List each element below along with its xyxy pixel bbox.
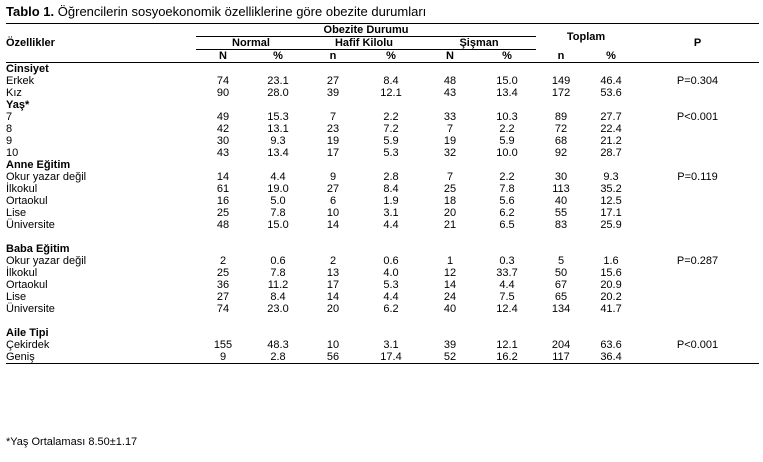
section-header-row [6, 159, 759, 171]
value-cell: 1.6 [603, 255, 619, 267]
value-cell: 16.2 [478, 351, 536, 364]
value-cell: 12.1 [380, 87, 402, 99]
value-cell: 5 [557, 255, 565, 267]
table-row [6, 279, 759, 291]
value-cell: 39 [326, 87, 340, 99]
value-cell: 19 [443, 135, 457, 147]
table-number: Tablo 1. [6, 4, 55, 19]
row-label: İlkokul [6, 267, 38, 279]
value-cell: 5.9 [383, 135, 399, 147]
header-total: Toplam [536, 24, 636, 50]
table-row [6, 339, 759, 351]
value-cell: 43 [216, 147, 230, 159]
value-cell: 9.3 [270, 135, 286, 147]
value-cell: 14 [326, 219, 340, 231]
row-label: Ortaokul [6, 279, 48, 291]
value-cell: 83 [554, 219, 568, 231]
value-cell: 56 [306, 351, 360, 364]
table-row [6, 183, 759, 195]
value-cell: 53.6 [600, 87, 622, 99]
value-cell: 9 [329, 171, 337, 183]
p-value-cell [636, 195, 759, 207]
subheader-cell: N [422, 50, 478, 63]
row-label: Çekirdek [6, 339, 50, 351]
value-cell: 8.4 [383, 75, 399, 87]
header-p: P [636, 24, 759, 63]
value-cell: 30 [554, 171, 568, 183]
subheader-cell: n [306, 50, 360, 63]
p-value-cell [636, 303, 759, 315]
value-cell: 5.3 [383, 147, 399, 159]
value-cell: 17.4 [360, 351, 422, 364]
value-cell: 19 [326, 135, 340, 147]
value-cell: 10 [326, 207, 340, 219]
value-cell: 7 [329, 111, 337, 123]
value-cell: 3.1 [383, 207, 399, 219]
value-cell: 117 [536, 351, 586, 364]
value-cell: 28.7 [600, 147, 622, 159]
value-cell: 10 [326, 339, 340, 351]
value-cell: 27 [216, 291, 230, 303]
value-cell: 92 [554, 147, 568, 159]
spacer-row [6, 315, 759, 327]
value-cell: 12.4 [496, 303, 518, 315]
value-cell: 7 [446, 171, 454, 183]
row-label: Lise [6, 207, 27, 219]
value-cell: 14 [216, 171, 230, 183]
subheader-cell: % [478, 50, 536, 63]
table-row [6, 123, 759, 135]
table-row [6, 303, 759, 315]
value-cell: 23 [326, 123, 340, 135]
p-value-cell: P=0.119 [677, 171, 718, 183]
table-row [6, 255, 759, 267]
value-cell: 20 [443, 207, 457, 219]
value-cell: 13.1 [267, 123, 289, 135]
value-cell: 21.2 [600, 135, 622, 147]
value-cell: 3.1 [383, 339, 399, 351]
section-title: Yaş* [6, 99, 30, 111]
value-cell: 23.1 [267, 75, 289, 87]
value-cell: 5.9 [499, 135, 515, 147]
value-cell: 25 [216, 267, 230, 279]
value-cell: 36 [216, 279, 230, 291]
value-cell: 67 [554, 279, 568, 291]
table-row [6, 267, 759, 279]
value-cell: 27 [326, 183, 340, 195]
row-label: Okur yazar değil [6, 171, 87, 183]
header-group-normal: Normal [196, 37, 306, 50]
table-row [6, 111, 759, 123]
row-label: Erkek [6, 75, 35, 87]
row-label: İlkokul [6, 183, 38, 195]
value-cell: 1 [446, 255, 454, 267]
value-cell: 40 [554, 195, 568, 207]
value-cell: 6.5 [499, 219, 515, 231]
footnote: *Yaş Ortalaması 8.50±1.17 [6, 436, 138, 448]
value-cell: 2 [219, 255, 227, 267]
value-cell: 20.2 [600, 291, 622, 303]
value-cell: 10.3 [496, 111, 518, 123]
value-cell: 40 [443, 303, 457, 315]
p-value-cell: P<0.001 [676, 111, 719, 123]
value-cell: 7.8 [499, 183, 515, 195]
value-cell: 15.0 [267, 219, 289, 231]
value-cell: 149 [551, 75, 571, 87]
value-cell: 0.3 [499, 255, 515, 267]
value-cell: 12.5 [600, 195, 622, 207]
header-group-overweight: Hafif Kilolu [306, 37, 422, 50]
value-cell: 12 [443, 267, 457, 279]
value-cell: 42 [216, 123, 230, 135]
value-cell: 7 [446, 123, 454, 135]
value-cell: 9 [196, 351, 250, 364]
value-cell: 20.9 [600, 279, 622, 291]
table-row [6, 195, 759, 207]
value-cell: 6.2 [499, 207, 515, 219]
subheader-cell: % [360, 50, 422, 63]
value-cell: 9.3 [603, 171, 619, 183]
value-cell: 18 [443, 195, 457, 207]
value-cell: 14 [326, 291, 340, 303]
value-cell: 61 [216, 183, 230, 195]
value-cell: 48 [216, 219, 230, 231]
value-cell: 28.0 [267, 87, 289, 99]
value-cell: 33 [443, 111, 457, 123]
value-cell: 72 [554, 123, 568, 135]
subheader-cell: N [196, 50, 250, 63]
value-cell: 23.0 [267, 303, 289, 315]
value-cell: 89 [554, 111, 568, 123]
p-value-cell [636, 207, 759, 219]
table-row [6, 351, 759, 364]
value-cell: 27 [326, 75, 340, 87]
value-cell: 2.8 [383, 171, 399, 183]
value-cell: 6.2 [383, 303, 399, 315]
value-cell: 5.3 [383, 279, 399, 291]
value-cell: 65 [554, 291, 568, 303]
value-cell: 41.7 [600, 303, 622, 315]
value-cell: 2.2 [499, 171, 515, 183]
p-value-cell: P=0.304 [676, 75, 719, 87]
table-row [6, 219, 759, 231]
table-row [6, 135, 759, 147]
section-title: Aile Tipi [6, 327, 49, 339]
value-cell: 25 [443, 183, 457, 195]
value-cell: 55 [554, 207, 568, 219]
value-cell: 30 [216, 135, 230, 147]
value-cell: 17 [326, 279, 340, 291]
value-cell: 2.8 [250, 351, 306, 364]
row-label: Geniş [6, 351, 196, 364]
value-cell: 4.4 [270, 171, 286, 183]
value-cell: 49 [216, 111, 230, 123]
value-cell: 15.6 [600, 267, 622, 279]
p-value-cell [636, 183, 759, 195]
section-title: Anne Eğitim [6, 159, 71, 171]
row-label: 7 [6, 111, 13, 123]
value-cell: 6 [329, 195, 337, 207]
value-cell: 16 [216, 195, 230, 207]
value-cell: 8.4 [383, 183, 399, 195]
row-label: Üniversite [6, 303, 55, 315]
value-cell: 43 [443, 87, 457, 99]
p-value-cell [636, 147, 759, 159]
value-cell: 7.8 [270, 207, 286, 219]
value-cell: 50 [554, 267, 568, 279]
value-cell: 1.9 [383, 195, 399, 207]
value-cell: 2.2 [383, 111, 399, 123]
value-cell: 33.7 [496, 267, 518, 279]
value-cell: 2.2 [499, 123, 515, 135]
p-value-cell [636, 219, 759, 231]
value-cell: 13 [326, 267, 340, 279]
header-features: Özellikler [6, 24, 196, 63]
table-row [6, 207, 759, 219]
obesity-table [6, 23, 759, 364]
value-cell: 15.0 [496, 75, 518, 87]
value-cell: 39 [443, 339, 457, 351]
table-caption [6, 4, 426, 19]
value-cell: 13.4 [496, 87, 518, 99]
table-row [6, 87, 759, 99]
table-row [6, 75, 759, 87]
value-cell: 155 [213, 339, 233, 351]
value-cell: 74 [216, 303, 230, 315]
subheader-cell: % [586, 50, 636, 63]
section-header-row [6, 243, 759, 255]
value-cell: 0.6 [270, 255, 286, 267]
section-title: Cinsiyet [6, 63, 49, 75]
value-cell: 36.4 [586, 351, 636, 364]
value-cell: 8.4 [270, 291, 286, 303]
row-label: Okur yazar değil [6, 255, 87, 267]
value-cell: 5.0 [270, 195, 286, 207]
p-value-cell [636, 267, 759, 279]
header-group-obese: Şişman [422, 37, 536, 50]
p-value-cell [636, 291, 759, 303]
section-header-row [6, 327, 759, 339]
value-cell: 14 [443, 279, 457, 291]
row-label: Lise [6, 291, 27, 303]
row-label: 8 [6, 123, 13, 135]
value-cell: 90 [216, 87, 230, 99]
value-cell: 52 [422, 351, 478, 364]
section-header-row [6, 63, 759, 76]
value-cell: 10.0 [496, 147, 518, 159]
table-row [6, 147, 759, 159]
row-label: Ortaokul [6, 195, 48, 207]
value-cell: 7.5 [499, 291, 515, 303]
value-cell: 74 [216, 75, 230, 87]
value-cell: 19.0 [267, 183, 289, 195]
value-cell: 172 [551, 87, 571, 99]
value-cell: 68 [554, 135, 568, 147]
section-title: Baba Eğitim [6, 243, 70, 255]
value-cell: 4.0 [383, 267, 399, 279]
value-cell: 24 [443, 291, 457, 303]
value-cell: 2 [329, 255, 337, 267]
p-value-cell [636, 123, 759, 135]
value-cell: 113 [552, 183, 570, 195]
value-cell: 7.2 [383, 123, 399, 135]
row-label: Kız [6, 87, 22, 99]
spacer-row [6, 231, 759, 243]
value-cell: 21 [443, 219, 457, 231]
p-value-cell [636, 279, 759, 291]
value-cell: 134 [551, 303, 571, 315]
value-cell: 17.1 [600, 207, 622, 219]
row-label: 9 [6, 135, 13, 147]
table-title: Öğrencilerin sosyoekonomik özelliklerine göre obezite durumları [54, 4, 427, 19]
table-row [6, 291, 759, 303]
value-cell: 46.4 [600, 75, 622, 87]
p-value-cell [636, 87, 759, 99]
value-cell: 20 [326, 303, 340, 315]
value-cell: 4.4 [383, 291, 399, 303]
value-cell: 4.4 [383, 219, 399, 231]
value-cell: 27.7 [600, 111, 622, 123]
value-cell: 0.6 [383, 255, 399, 267]
row-label: Üniversite [6, 219, 55, 231]
value-cell: 25.9 [600, 219, 622, 231]
value-cell: 7.8 [270, 267, 286, 279]
header-obesity-status: Obezite Durumu [196, 24, 536, 37]
value-cell: 15.3 [267, 111, 289, 123]
value-cell: 11.2 [267, 279, 289, 291]
section-header-row [6, 99, 759, 111]
subheader-cell: % [250, 50, 306, 63]
p-value-cell: P=0.287 [676, 255, 719, 267]
value-cell: 5.6 [499, 195, 515, 207]
value-cell: 35.2 [600, 183, 622, 195]
value-cell: 204 [551, 339, 571, 351]
value-cell: 48.3 [267, 339, 289, 351]
value-cell: 48 [443, 75, 457, 87]
p-value-cell [636, 351, 759, 364]
table-row [6, 171, 759, 183]
subheader-cell: n [536, 50, 586, 63]
value-cell: 32 [443, 147, 457, 159]
p-value-cell: P<0.001 [676, 339, 719, 351]
row-label: 10 [6, 147, 19, 159]
value-cell: 4.4 [499, 279, 515, 291]
value-cell: 13.4 [267, 147, 289, 159]
value-cell: 25 [216, 207, 230, 219]
value-cell: 63.6 [600, 339, 622, 351]
value-cell: 17 [326, 147, 340, 159]
p-value-cell [636, 135, 759, 147]
value-cell: 12.1 [496, 339, 518, 351]
value-cell: 22.4 [600, 123, 622, 135]
